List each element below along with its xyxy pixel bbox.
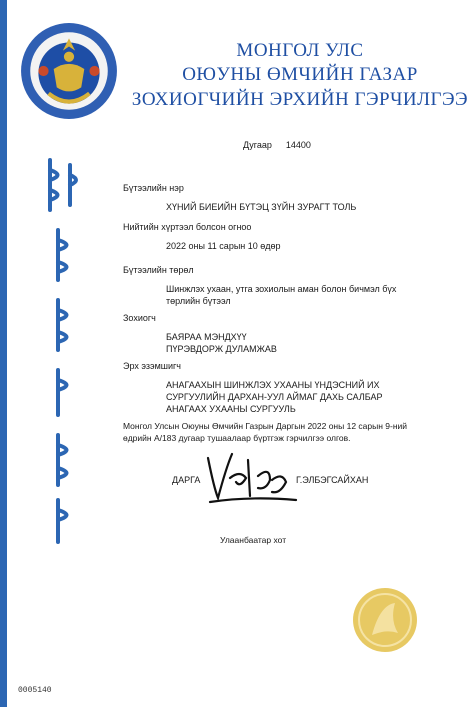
signer-name: Г.ЭЛБЭГСАЙХАН <box>296 475 369 485</box>
serial-number: 0005140 <box>18 686 52 695</box>
mongolian-script-decoration <box>30 150 90 550</box>
author-label: Зохиогч <box>123 313 156 323</box>
work-type-line1: Шинжлэх ухаан, утга зохиолын аман болон бичмэл бүх <box>166 284 397 294</box>
holder-line1: АНАГААХЫН ШИНЖЛЭХ УХААНЫ ҮНДЭСНИЙ ИХ <box>166 380 380 390</box>
registration <box>243 140 311 150</box>
registration-number: 14400 <box>285 140 311 150</box>
order-text <box>123 420 453 444</box>
header-country: МОНГОЛ УЛС <box>236 40 364 61</box>
order-text-line1: Монгол Улсын Оюуны Өмчийн Газрын Даргын 2022 оны 12 сарын 9-ний <box>123 421 408 431</box>
header-agency: ОЮУНЫ ӨМЧИЙН ГАЗАР <box>182 64 418 85</box>
holder-line3: АНАГААХ УХААНЫ СУРГУУЛЬ <box>166 404 296 414</box>
signer-title: ДАРГА <box>172 475 201 485</box>
work-type-label: Бүтээлийн төрөл <box>123 265 194 275</box>
author-2: ПҮРЭВДОРЖ ДУЛАМЖАВ <box>166 344 277 354</box>
work-type-line2: төрлийн бүтээл <box>166 296 231 306</box>
author-1: БАЯРАА МЭНДХҮҮ <box>166 332 247 342</box>
holder-line2: СУРГУУЛИЙН ДАРХАН-УУЛ АЙМАГ ДАХЬ САЛБАР <box>166 392 383 402</box>
left-blue-stripe <box>0 0 7 707</box>
issue-city: Улаанбаатар хот <box>220 535 287 545</box>
gold-seal-icon <box>350 585 420 655</box>
order-text-line2: өдрийн А/183 дугаар тушаалаар бүртгэж гэрчилгээ олгов. <box>123 433 351 443</box>
publish-date: 2022 оны 11 сарын 10 өдөр <box>166 241 281 251</box>
work-name: ХҮНИЙ БИЕИЙН БҮТЭЦ ЗҮЙН ЗУРАГТ ТОЛЬ <box>166 202 357 212</box>
holder-label: Эрх эзэмшигч <box>123 361 181 371</box>
publish-date-label: Нийтийн хүртээл болсон огноо <box>123 222 252 232</box>
header-certificate-title: ЗОХИОГЧИЙН ЭРХИЙН ГЭРЧИЛГЭЭ <box>131 89 469 110</box>
work-name-label: Бүтээлийн нэр <box>123 183 184 193</box>
handwritten-signature <box>200 448 300 508</box>
registration-label: Дугаар <box>243 140 272 150</box>
state-emblem-icon <box>18 20 120 122</box>
